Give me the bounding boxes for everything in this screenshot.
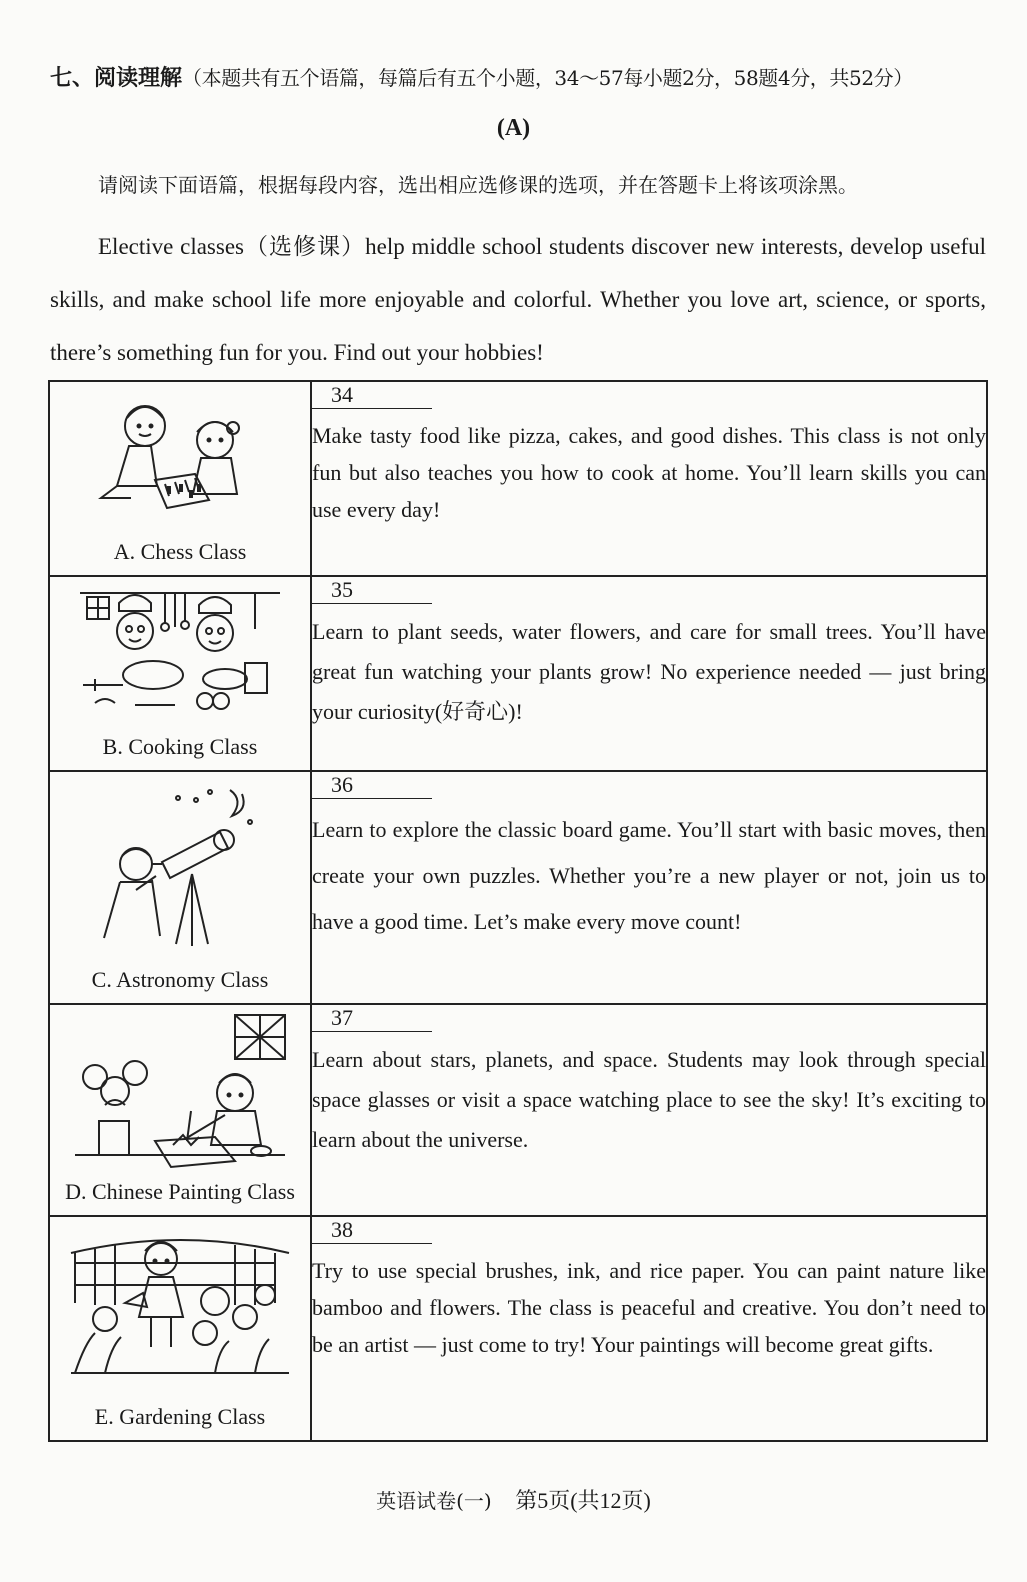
intro-paragraph: Elective classes（选修课）help middle school students discover new interests, develop useful skills, and make school life more enjoyable and colorful. Whether you love art, science, or sports, there’s something fun for you. Find out your hobbies! [50,234,986,365]
description-cell [311,1004,987,1216]
question-number: 38 [331,1217,353,1242]
class-description: Learn to plant seeds, water flowers, and care for small trees. You’ll have great fun watching your plants grow! No experience needed — just bring your curiosity(好奇心)! [312,619,986,724]
table-row [49,1004,987,1216]
table-row [49,1216,987,1441]
passage-label: (A) [496,115,531,141]
class-description: Learn to explore the classic board game. You’ll start with basic moves, then create your own puzzles. Whether you’re a new player or not, join us to have a good time. Let’s make every move count! [312,817,986,934]
option-cell [49,771,311,1004]
answer-blank [312,1005,432,1032]
paper-title: 英语试卷(一) [376,1489,492,1513]
class-description: Make tasty food like pizza, cakes, and good dishes. This class is not only fun but also teaches you how to cook at home. You’ll learn skills you can use every day! [312,423,986,522]
description-cell [311,771,987,1004]
gardening-illustration-icon [65,1223,295,1378]
table-row [49,771,987,1004]
direction-text: 请阅读下面语篇，根据每段内容，选出相应选修课的选项，并在答题卡上将该项涂黑。 [98,173,858,197]
answer-blank [312,1217,432,1244]
section-instruction: （本题共有五个语篇，每篇后有五个小题，34～57每小题2分，58题4分，共52分） [182,66,913,90]
description-cell [311,381,987,576]
option-cell [49,1004,311,1216]
option-label: E. Gardening Class [94,1404,266,1429]
table-row [49,381,987,576]
option-cell [49,576,311,771]
option-label: D. Chinese Painting Class [65,1179,295,1204]
question-number: 37 [331,1005,353,1030]
option-label: B. Cooking Class [102,734,258,759]
section-heading [50,62,990,95]
option-cell [49,381,311,576]
question-number: 36 [331,772,353,797]
chess-illustration-icon [95,388,265,523]
section-title: 七、阅读理解 [50,66,183,91]
table-row [49,576,987,771]
answer-blank [312,772,432,799]
option-label: A. Chess Class [113,539,247,564]
question-number: 34 [331,382,353,407]
option-cell [49,1216,311,1441]
question-number: 35 [331,577,353,602]
description-cell [311,1216,987,1441]
description-cell [311,576,987,771]
page-footer [0,1484,1027,1515]
answer-blank [312,382,432,409]
cooking-illustration-icon [75,583,285,718]
page-number: 第5页(共12页) [515,1488,651,1513]
elective-classes-table [48,380,988,1442]
painting-illustration-icon [65,1011,295,1171]
astronomy-illustration-icon [80,778,280,953]
class-description: Learn about stars, planets, and space. Students may look through special space glasses or visit a space watching place to see the sky! It’s exciting to learn about the universe. [312,1047,986,1152]
class-description: Try to use special brushes, ink, and rice paper. You can paint nature like bamboo and flowers. The class is peaceful and creative. You don’t need to be an artist — just come to try! Your paintings will become great gifts. [312,1258,986,1357]
answer-blank [312,577,432,604]
option-label: C. Astronomy Class [91,967,269,992]
